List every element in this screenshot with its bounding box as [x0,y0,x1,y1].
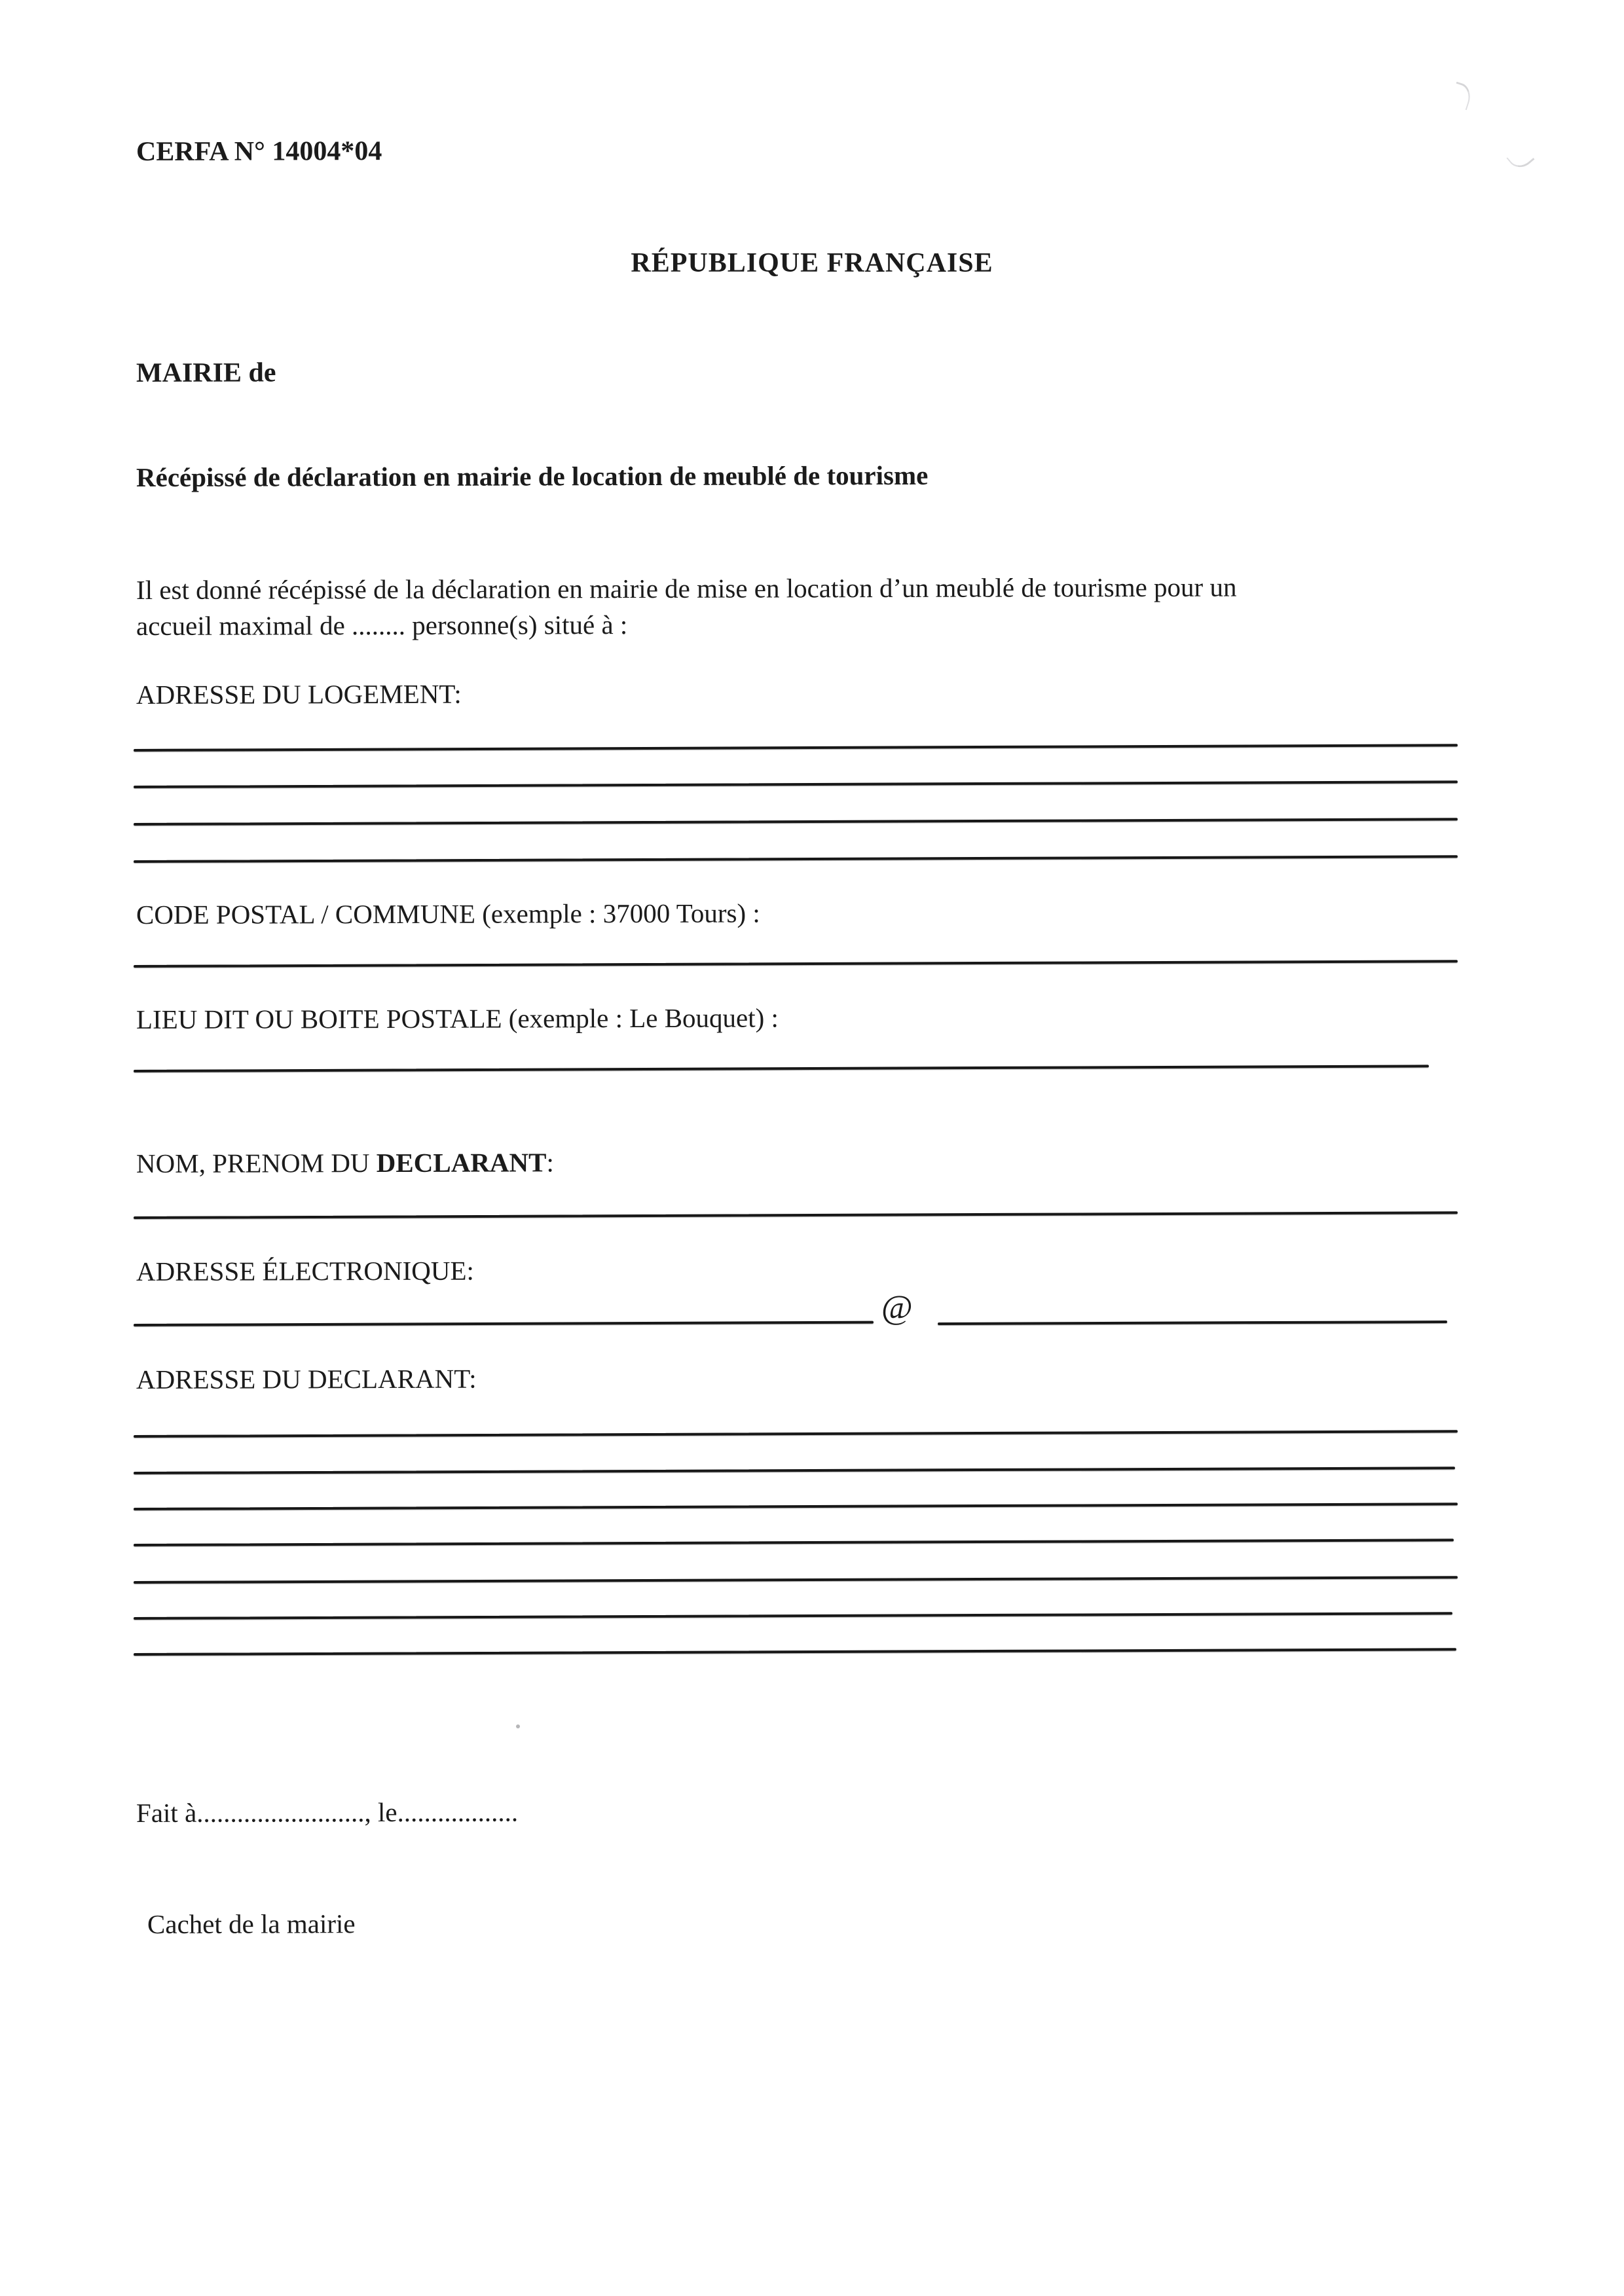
blank-line [134,1065,1429,1072]
scan-artifact [1449,82,1474,111]
republique-header: RÉPUBLIQUE FRANÇAISE [631,248,993,278]
fait-a-le-line: Fait à........................., le.................. [136,1796,519,1828]
nom-prenom-label-prefix: NOM, PRENOM DU [136,1148,377,1178]
blank-line [134,855,1458,863]
scan-speck [516,1724,520,1728]
nom-prenom-label-bold: DECLARANT [376,1147,547,1178]
blank-line [134,1648,1456,1656]
nom-prenom-label-colon: : [546,1147,554,1178]
adresse-logement-label: ADRESSE DU LOGEMENT: [136,678,462,710]
blank-line [134,780,1458,788]
blank-line [134,1467,1455,1474]
blank-line [134,744,1458,752]
adresse-electronique-label: ADRESSE ÉLECTRONIQUE: [136,1255,474,1286]
intro-paragraph-line-2: accueil maximal de ........ personne(s) situé à : [136,610,628,641]
blank-line [938,1321,1447,1325]
blank-line [134,1612,1452,1620]
intro-paragraph-line-1: Il est donné récépissé de la déclaration en mairie de mise en location d’un meublé de tourisme pour un [136,572,1237,605]
blank-line [134,1576,1458,1584]
scan-artifact [1506,145,1534,173]
blank-line [134,1321,874,1326]
blank-line [134,1503,1458,1510]
lieu-dit-label: LIEU DIT OU BOITE POSTALE (exemple : Le Bouquet) : [136,1002,779,1034]
form-number: CERFA N° 14004*04 [136,136,382,167]
republique-header-wrap [0,247,1624,279]
at-symbol: @ [881,1288,913,1327]
blank-line [134,818,1458,826]
nom-prenom-label [136,1148,554,1178]
blank-line [134,1539,1454,1546]
blank-line [134,1211,1458,1219]
blank-line [134,960,1458,968]
blank-line [134,1430,1458,1438]
adresse-declarant-label: ADRESSE DU DECLARANT: [136,1363,477,1394]
code-postal-label: CODE POSTAL / COMMUNE (exemple : 37000 Tours) : [136,898,760,930]
form-title: Récépissé de déclaration en mairie de location de meublé de tourisme [136,460,929,492]
mairie-label: MAIRIE de [136,357,276,388]
cachet-mairie-label: Cachet de la mairie [147,1908,356,1939]
